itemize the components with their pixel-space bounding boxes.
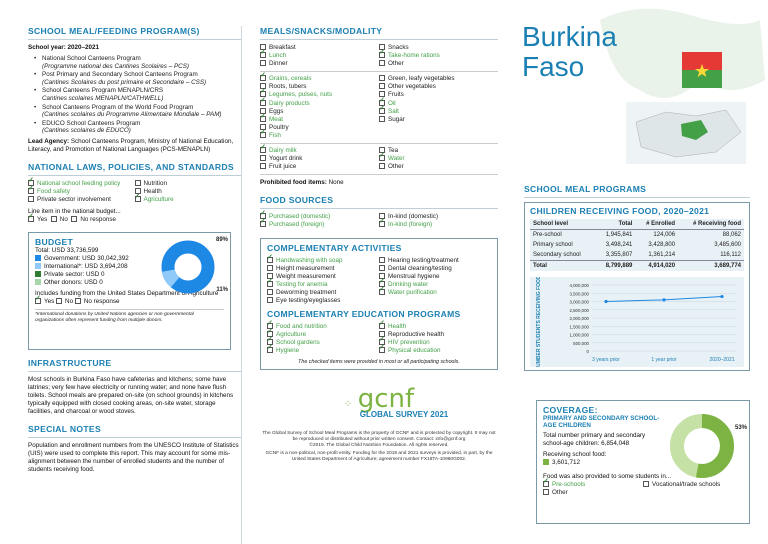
activity-item: ✓Testing for anemia: [267, 281, 379, 289]
checkbox[interactable]: [135, 180, 141, 186]
budget-donut: [160, 239, 216, 295]
edu-item: ✓Agriculture: [267, 331, 379, 339]
usda-funding: Includes funding from the United States Department of Agriculture ✓Yes No No response: [35, 290, 224, 306]
checkbox[interactable]: [379, 83, 385, 89]
source-item: ✓Purchased (foreign): [260, 221, 379, 229]
program-item: • School Canteens Program MENAPLN/CRS Cantines scolaires MENAPLN/CATHWELL): [34, 87, 241, 102]
checkbox-yes[interactable]: [28, 216, 34, 222]
country-name: Burkina Faso: [522, 21, 617, 82]
drink-item: Yogurt drink: [260, 155, 379, 163]
activity-item: ✓ Water purification: [379, 289, 491, 297]
drink-item: Other: [379, 163, 498, 171]
food-item: [379, 124, 498, 132]
source-item: ✓ In-kind (foreign): [379, 221, 498, 229]
notes-title: SPECIAL NOTES: [28, 424, 241, 438]
checkbox[interactable]: [267, 281, 273, 287]
food-item: Sugar: [379, 116, 498, 124]
law-item: ✓Food safety: [28, 188, 135, 196]
meals-title: MEALS/SNACKS/MODALITY: [260, 26, 498, 40]
drinks-grid: [260, 144, 498, 175]
food-item: Poultry: [260, 124, 379, 132]
checkbox-no[interactable]: [51, 216, 57, 222]
table-row: Primary school 3,498,241 3,428,800 3,485,600: [533, 242, 741, 248]
checkbox[interactable]: [260, 52, 266, 58]
checkbox[interactable]: [267, 265, 273, 271]
crf-line-chart: [530, 277, 744, 367]
coverage-pct: 53%: [734, 425, 747, 431]
checkbox[interactable]: [379, 163, 385, 169]
meal-item: ✓Lunch: [260, 52, 379, 60]
coverage-option: ✓Pre-schools: [543, 481, 643, 489]
program-list: [34, 55, 241, 135]
legend-swatch: [35, 255, 41, 261]
checkbox[interactable]: [260, 60, 266, 66]
y-tick: 3,000,000: [569, 299, 589, 305]
budget-row: Private sector: USD 0: [35, 271, 224, 279]
edu-item: Reproductive health: [379, 331, 491, 339]
usda-no-response[interactable]: [75, 298, 81, 304]
programs-title: SCHOOL MEAL PROGRAMS: [524, 184, 750, 198]
laws-grid: [28, 180, 241, 204]
budget-title: BUDGET: [35, 237, 74, 248]
x-tick: 2020–2021: [709, 357, 735, 363]
data-point: [604, 300, 607, 303]
edu-grid: [267, 323, 491, 355]
activity-item: Menstrual hygiene: [379, 273, 491, 281]
budget-line-label: Line item in the national budget...: [28, 208, 121, 216]
food-item: ✓Fish: [260, 132, 379, 140]
checkbox[interactable]: [379, 60, 385, 66]
table-row: Total 8,799,889 4,914,020 3,689,774: [530, 261, 744, 272]
checkbox[interactable]: [543, 481, 549, 487]
checkbox[interactable]: [267, 347, 273, 353]
burkina-flag: [682, 52, 722, 88]
checkbox[interactable]: [379, 289, 385, 295]
edu-item: ✓ HIV prevention: [379, 339, 491, 347]
logo-text: gcnf: [357, 384, 415, 415]
coverage-title: COVERAGE:: [543, 405, 598, 415]
food-item: ✓ Salt: [379, 108, 498, 116]
checkbox[interactable]: [543, 489, 549, 495]
crf-title: CHILDREN RECEIVING FOOD, 2020–2021: [530, 206, 710, 216]
activity-item: Deworming treatment: [267, 289, 379, 297]
checkbox[interactable]: [260, 221, 266, 227]
complementary-box: [260, 238, 498, 371]
coverage-recv: 3,601,712: [543, 459, 743, 467]
data-point: [720, 295, 723, 298]
crf-chart: [530, 277, 744, 367]
meal-item: ✓ Take-home rations: [379, 52, 498, 60]
coverage-also: Food was also provided to some students in...: [543, 473, 672, 480]
food-item: [379, 132, 498, 140]
y-tick: 1,500,000: [569, 324, 589, 330]
crf-box: [524, 202, 750, 371]
footer: The Global Survey of School Meal Programs is the property of GCNF and is protected by copyright. It may not be reproduced or distributed without prior written consent. Contact: info@gcnf.org ©2019. The Global Child Nutrition Foundation. All rights reserved. GCNF is a non-political, non-profit entity. Funding for the 2019 and 2021 surveys is provided, in part, by the United States Department of Agriculture; agreement number FX18TA-10960G002.: [262, 431, 496, 462]
checkbox[interactable]: [260, 155, 266, 161]
activity-item: ✓Handwashing with soap: [267, 257, 379, 265]
table-header: School level Total # Enrolled # Receiving food: [530, 219, 744, 230]
checkbox[interactable]: [260, 100, 266, 106]
data-point: [662, 298, 665, 301]
meal-modality-grid: [260, 44, 498, 72]
food-item: Roots, tubers: [260, 83, 379, 91]
coverage-options: [543, 481, 743, 497]
checkbox[interactable]: [267, 297, 273, 303]
coverage-recv-label: Receiving school food:: [543, 451, 607, 458]
food-items-grid: [260, 72, 498, 144]
law-item: ✓ Agriculture: [135, 196, 242, 204]
checkbox[interactable]: [260, 147, 266, 153]
x-tick: 1 year prior: [651, 357, 677, 363]
meal-item: Dinner: [260, 60, 379, 68]
budget-total: Total: USD 33,736,599: [35, 247, 99, 255]
logo-dots: ⁘: [343, 399, 354, 411]
activity-item: ✓ Drinking water: [379, 281, 491, 289]
law-item: Private sector involvement: [28, 196, 135, 204]
checkbox[interactable]: [379, 265, 385, 271]
drink-item: Tea: [379, 147, 498, 155]
meal-item: Snacks: [379, 44, 498, 52]
checkbox[interactable]: [379, 257, 385, 263]
budget-row: Government: USD 30,042,392: [35, 255, 224, 263]
checkbox[interactable]: [379, 347, 385, 353]
comp-edu-title: COMPLEMENTARY EDUCATION PROGRAMS: [267, 309, 461, 320]
y-tick: 500,000: [573, 340, 589, 346]
checkbox[interactable]: [135, 196, 141, 202]
y-tick: 1,000,000: [569, 332, 589, 338]
food-item: ✓Meat: [260, 116, 379, 124]
meal-item: Breakfast: [260, 44, 379, 52]
food-item: Green, leafy vegetables: [379, 75, 498, 83]
laws-title: NATIONAL LAWS, POLICIES, AND STANDARDS: [28, 162, 241, 176]
source-item: In-kind (domestic): [379, 213, 498, 221]
legend-swatch: [35, 279, 41, 285]
region-map: [626, 102, 746, 164]
checkbox[interactable]: [379, 75, 385, 81]
food-item: ✓ Oil: [379, 100, 498, 108]
activity-item: Dental cleaning/testing: [379, 265, 491, 273]
usda-no[interactable]: [56, 298, 62, 304]
checkbox[interactable]: [267, 289, 273, 295]
budget-note: *International donations by United Nations agencies or non-governmental organizations often represent funding from multiple donors.: [35, 309, 224, 324]
y-tick: 0: [586, 349, 589, 354]
budget-row: International*: USD 3,694,208: [35, 263, 224, 271]
comp-grid: [267, 257, 491, 306]
checkbox[interactable]: [379, 221, 385, 227]
checkbox-no-response[interactable]: [71, 216, 77, 222]
edu-item: ✓Food and nutrition: [267, 323, 379, 331]
lead-agency: Lead Agency: School Canteens Program, Ministry of National Education, Literacy, and Promotion of National Languages (PCS-MENAPLN): [28, 137, 234, 153]
sources-grid: [260, 213, 498, 229]
coverage-option: Vocational/trade schools: [643, 481, 743, 489]
coverage-option: Other: [543, 489, 643, 497]
food-item: ✓Grains, cereals: [260, 75, 379, 83]
meal-item: Other: [379, 60, 498, 68]
legend-swatch: [35, 271, 41, 277]
law-item: Nutrition: [135, 180, 242, 188]
coverage-total: Total number primary and secondary school-age children: 6,854,048: [543, 432, 646, 447]
activity-item: Hearing testing/treatment: [379, 257, 491, 265]
crf-table: [530, 219, 744, 271]
checkbox[interactable]: [379, 155, 385, 161]
checkbox[interactable]: [379, 52, 385, 58]
drink-item: Fruit juice: [260, 163, 379, 171]
law-item: Health: [135, 188, 242, 196]
right-column: [510, 0, 760, 544]
drink-item: ✓ Water: [379, 155, 498, 163]
y-tick: 4,000,000: [569, 283, 589, 288]
checkbox[interactable]: [379, 108, 385, 114]
checkbox[interactable]: [28, 188, 34, 194]
survey-label: GLOBAL SURVEY 2021: [359, 410, 449, 420]
comp-note: The checked items were provided in most or all participating schools.: [298, 359, 460, 366]
middle-column: [260, 26, 498, 462]
y-tick: 2,000,000: [569, 316, 589, 321]
checkbox[interactable]: [260, 163, 266, 169]
infra-text: Most schools in Burkina Faso have cafeterias and kitchens; some have latrines; very few have electricity or running water; and none have flush toilets. School meals are prepared on-site (on school grounds) in kitchens typically equipped with closed cooking areas, on-site water, storage facilities, and charcoal or wood stoves.: [28, 376, 234, 416]
budget-line-options: ✓Yes No No response: [28, 216, 241, 224]
activity-item: [379, 297, 491, 305]
food-item: Other vegetables: [379, 83, 498, 91]
edu-item: ✓Hygiene: [267, 347, 379, 355]
program-item: • Post Primary and Secondary School Canteens Program (Cantines Scolaires du post primaire et Secondaire – CSS): [34, 71, 241, 86]
notes-text: Population and enrollment numbers from the UNESCO Institute of Statistics (UIS) were used to complete this report. This may account for some mis-alignment between the number of enrolled students and the number of students receiving food.: [28, 442, 239, 474]
law-item: ✓National school feeding policy: [28, 180, 135, 188]
checkbox[interactable]: [260, 75, 266, 81]
activity-item: Height measurement: [267, 265, 379, 273]
checkbox[interactable]: [379, 116, 385, 122]
edu-item: ✓ Health: [379, 323, 491, 331]
source-item: ✓Purchased (domestic): [260, 213, 379, 221]
table-row: Secondary school 3,355,807 1,361,214 116,112: [533, 252, 741, 258]
usda-yes[interactable]: [35, 298, 41, 304]
coverage-donut: [667, 411, 737, 481]
food-item: ✓Dairy products: [260, 100, 379, 108]
comp-title: COMPLEMENTARY ACTIVITIES: [267, 242, 402, 253]
checkbox[interactable]: [267, 257, 273, 263]
coverage-sub: PRIMARY AND SECONDARY SCHOOL-AGE CHILDREN: [543, 415, 660, 429]
left-column: [28, 26, 242, 544]
checkbox[interactable]: [260, 132, 266, 138]
budget-pct-small: 11%: [216, 287, 228, 294]
program-item: • School Canteens Program of the World Food Program (Cantines scolaires du Programme Alimentaire Mondiale – PAM): [34, 104, 241, 119]
budget-pct-big: 89%: [215, 237, 228, 244]
infra-title: INFRASTRUCTURE: [28, 358, 241, 372]
y-tick: 3,500,000: [569, 291, 589, 297]
food-item: ✓Legumes, pulses, nuts: [260, 91, 379, 99]
smp-title: SCHOOL MEAL/FEEDING PROGRAM(S): [28, 26, 241, 40]
checkbox[interactable]: [28, 196, 34, 202]
program-item: • National School Canteens Program (Programme national des Cantines Scolaires – PCS): [34, 55, 241, 70]
gcnf-logo: [260, 384, 498, 419]
checkbox[interactable]: [643, 481, 649, 487]
school-year: School year: 2020–2021: [28, 44, 100, 51]
y-axis-label: NUMBER STUDENTS RECEIVING FOOD: [536, 277, 542, 367]
checkbox[interactable]: [379, 323, 385, 329]
checkbox[interactable]: [260, 116, 266, 122]
edu-item: ✓School gardens: [267, 339, 379, 347]
activity-item: Weight measurement: [267, 273, 379, 281]
drink-item: ✓Dairy milk: [260, 147, 379, 155]
food-item: Fruits: [379, 91, 498, 99]
table-row: Pre-school 1,945,841 124,006 88,062: [533, 232, 741, 238]
legend-swatch: [35, 263, 41, 269]
budget-box: [28, 232, 231, 350]
edu-item: ✓ Physical education: [379, 347, 491, 355]
x-tick: 3 years prior: [592, 357, 620, 363]
food-item: Eggs: [260, 108, 379, 116]
prohibited-items: Prohibited food items: None: [260, 179, 344, 187]
activity-item: Eye testing/eyeglasses: [267, 297, 379, 305]
coverage-box: [536, 400, 750, 524]
budget-row: Other donors: USD 0: [35, 279, 224, 287]
program-item: • EDUCO School Canteens Program (Cantines scolaires de EDUCO): [34, 120, 241, 135]
sources-title: FOOD SOURCES: [260, 195, 498, 209]
y-tick: 2,500,000: [569, 307, 589, 313]
